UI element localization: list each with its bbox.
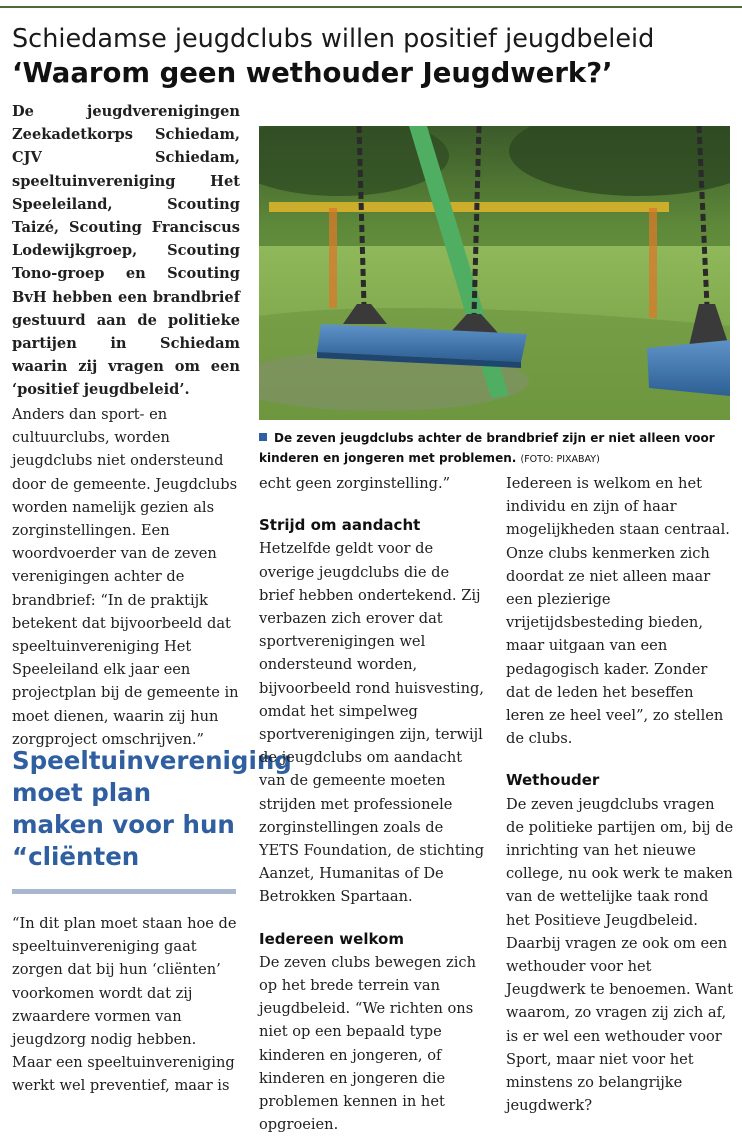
pull-quote-rule	[12, 889, 236, 894]
photo-caption	[259, 428, 735, 470]
caption-text: De zeven jeugdclubs achter de brandbrief zijn er niet alleen voor kinderen en jongeren met problemen.	[259, 431, 715, 465]
column-2	[259, 472, 487, 1136]
article-headline: ‘Waarom geen wethouder Jeugdwerk?’	[12, 57, 613, 89]
caption-marker	[259, 433, 267, 441]
paragraph-4: echt geen zorginstelling.”	[259, 475, 451, 492]
subheading-wethouder: Wethouder	[506, 771, 600, 790]
paragraph-7: Iedereen is welkom en het individu en zijn of haar mogelijkheden staan centraal.	[506, 475, 730, 539]
paragraph-6: De zeven clubs bewegen zich op het brede terrein van jeugdbeleid. “We richten ons niet op een bepaald type kinderen en jongeren, of kinderen en jongeren die problemen kennen in het opgroeien.	[259, 953, 476, 1134]
paragraph-9: De zeven jeugdclubs vragen de politieke partijen om, bij de inrichting van het nieuwe college, nu ook werk te maken van de wettelijke taak rond het Positieve Jeugdbeleid. Daarbij vragen ze ook om een wethouder voor het Jeugdwerk te benoemen. Want waarom, zo vragen zij zich af, is er wel een wethouder voor Sport, maar niet voor het minstens zo belangrijke jeugdwerk?	[506, 795, 734, 1115]
column-1-continuation	[12, 912, 240, 1098]
paragraph-5: Hetzelfde geldt voor de overige jeugdclubs die de brief hebben ondertekend. Zij verbazen zich erover dat sportverenigingen wel ondersteund worden, bijvoorbeeld rond huisvesting, omdat het simpelweg sportverenigingen zijn, terwijl de jeugdclubs om aandacht van de gemeente moeten strijden met professionele zorginstellingen zoals de YETS Foundation, de stichting Aanzet, Humanitas of De Betrokken Spartaan.	[259, 540, 485, 906]
pull-quote: Speeltuinvereniging moet plan maken voor hun “cliënten	[12, 746, 292, 871]
column-3	[506, 472, 734, 1117]
paragraph-8: Onze clubs kenmerken zich doordat ze niet alleen maar een plezierige vrijetijdsbesteding bieden, maar uitgaan van een pedagogisch kader. Zonder dat de leden het beseffen leren ze heel veel”, zo stellen de clubs.	[506, 544, 724, 748]
lead-text: De jeugdverenigingen Zeekadetkorps Schiedam, CJV Schiedam, speeltuinvereniging Het Speeleiland, Scouting Taizé, Scouting Franciscus Lodewijkgroep, Scouting Tono-groep en Scouting BvH hebben een brandbrief gestuurd aan de politieke partijen in Schiedam waarin zij vragen om een ‘positief jeugdbeleid’.	[12, 103, 240, 399]
paragraph-2: “In dit plan moet staan hoe de speeltuinvereniging gaat zorgen dat bij hun ‘cliënten’ voorkomen wordt dat zij zwaardere vormen van jeugdzorg nodig hebben.	[12, 915, 237, 1049]
article-subtitle: Schiedamse jeugdclubs willen positief jeugdbeleid	[12, 24, 655, 54]
subheading-iedereen: Iedereen welkom	[259, 929, 404, 948]
photo-credit: (FOTO: PIXABAY)	[520, 454, 600, 465]
column-1-body	[12, 403, 240, 751]
top-rule	[0, 6, 742, 8]
paragraph-1: Anders dan sport- en cultuurclubs, worden jeugdclubs niet ondersteund door de gemeente. Jeugdclubs worden namelijk gezien als zorginstellingen. Een woordvoerder van de zeven verenigingen achter de brandbrief: “In de praktijk betekent dat bijvoorbeeld dat speeltuinvereniging Het Speeleiland elk jaar een projectplan bij de gemeente in moet dienen, waarin zij hun zorgproject omschrijven.”	[12, 406, 239, 748]
paragraph-3: Maar een speeltuinvereniging werkt wel preventief, maar is	[12, 1054, 235, 1095]
subheading-strijd: Strijd om aandacht	[259, 516, 421, 535]
swing-photo	[259, 126, 730, 420]
lead-paragraph	[12, 100, 240, 402]
